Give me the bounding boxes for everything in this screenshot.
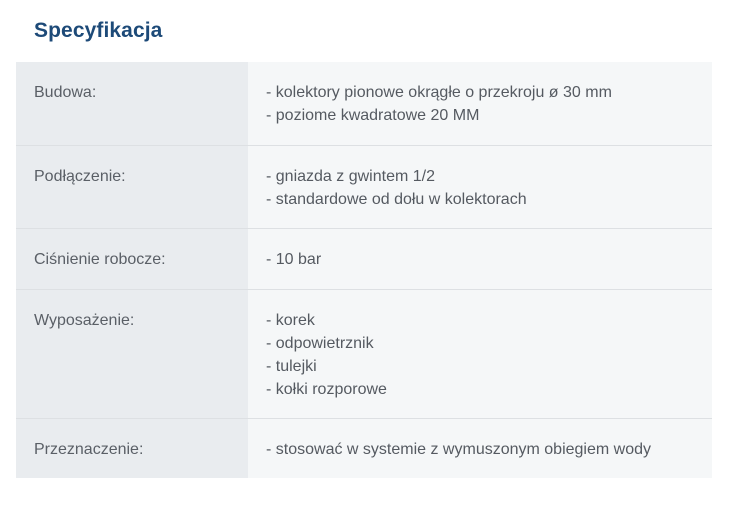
- spec-value: [248, 228, 712, 289]
- spec-value: [248, 62, 712, 145]
- spec-value: [248, 418, 712, 478]
- spec-row-cisnienie-robocze: [16, 228, 712, 289]
- spec-value-line: - standardowe od dołu w kolektorach: [266, 190, 527, 208]
- section-title: Specyfikacja: [34, 19, 163, 42]
- spec-value-line: - kolektory pionowe okrągłe o przekroju ø 30 mm: [266, 84, 612, 101]
- spec-label: Budowa:: [16, 62, 248, 145]
- spec-value-line: - korek: [266, 311, 315, 329]
- spec-label: Podłączenie:: [16, 145, 248, 228]
- spec-row-wyposazenie: [16, 289, 712, 418]
- spec-value: [248, 289, 712, 418]
- spec-label: Ciśnienie robocze:: [16, 228, 248, 289]
- spec-value-line: - odpowietrznik: [266, 334, 374, 352]
- spec-row-przeznaczenie: [16, 418, 712, 478]
- spec-label: Wyposażenie:: [16, 289, 248, 418]
- spec-value-line: - 10 bar: [266, 250, 322, 268]
- spec-label: Przeznaczenie:: [16, 418, 248, 478]
- spec-row-podlaczenie: [16, 145, 712, 228]
- spec-row-budowa: [16, 62, 712, 145]
- spec-value-line: - poziome kwadratowe 20 MM: [266, 107, 480, 124]
- specification-table: [16, 62, 712, 478]
- spec-value-line: - kołki rozporowe: [266, 380, 387, 398]
- spec-value-line: - stosować w systemie z wymuszonym obiegiem wody: [266, 440, 652, 458]
- spec-value-line: - gniazda z gwintem 1/2: [266, 167, 435, 185]
- spec-value-line: - tulejki: [266, 357, 317, 375]
- spec-value: [248, 145, 712, 228]
